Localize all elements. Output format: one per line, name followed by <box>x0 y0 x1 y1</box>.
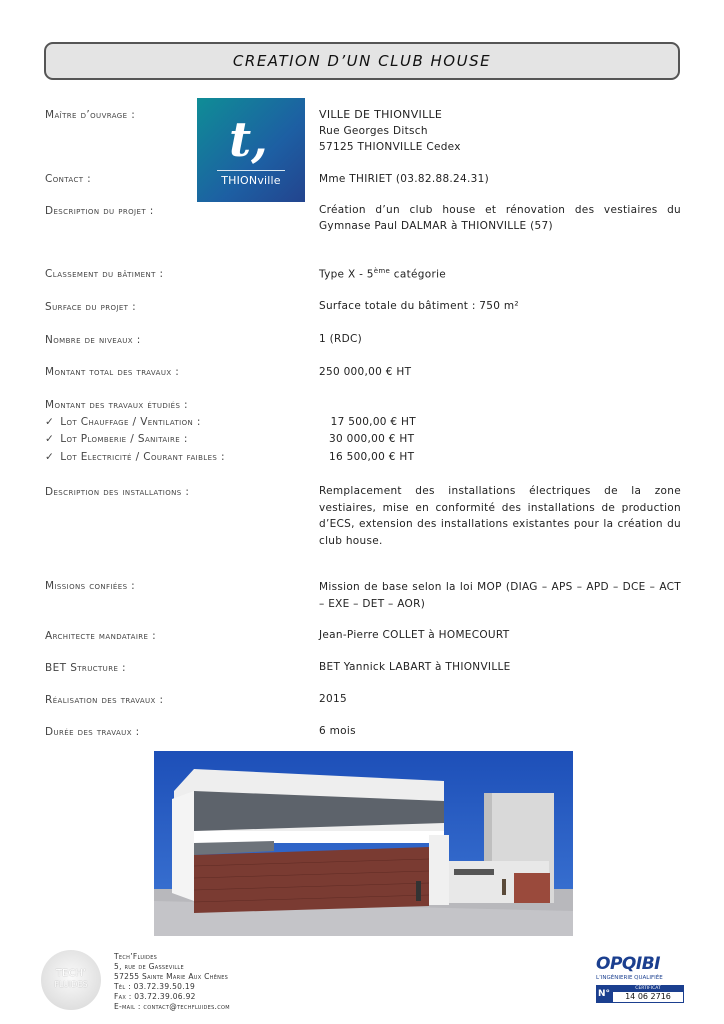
check-icon: ✓ <box>45 451 55 463</box>
install-value: Remplacement des installations électriques de la zone vestiaires, mise en conformité des installations de production d’ECS, extension des installations existantes pour la création du club house. <box>319 485 681 547</box>
missions-value: Mission de base selon la loi MOP (DIAG – APS – APD – DCE – ACT – EXE – DET – AOR) <box>319 581 681 610</box>
missions-label: Missions confiées : <box>45 580 136 592</box>
logo-name: THIONville <box>221 174 281 187</box>
building-rendering-svg <box>154 751 573 936</box>
footer-tel: Tél : 03.72.39.50.19 <box>114 982 196 991</box>
techfluides-logo <box>41 950 101 1010</box>
opqibi-brand: OPQIBI <box>596 954 660 974</box>
footer-address <box>114 952 230 1012</box>
footer-street: 5, rue de Gasseville <box>114 962 184 971</box>
client-street: Rue Georges Ditsch <box>319 125 428 137</box>
lot-chauffage <box>45 416 201 428</box>
footer-fax: Fax : 03.72.39.06.92 <box>114 992 196 1001</box>
opqibi-tagline: L’INGÉNIERIE QUALIFIÉE <box>596 975 663 981</box>
niveaux-label: Nombre de niveaux : <box>45 334 141 346</box>
duree-label: Durée des travaux : <box>45 726 140 738</box>
etudies-label: Montant des travaux étudiés : <box>45 399 188 411</box>
opqibi-cert-label: CERTIFICAT <box>613 986 683 992</box>
opqibi-cert-box <box>612 985 684 1003</box>
client-city: 57125 THIONVILLE Cedex <box>319 141 461 153</box>
lot-electricite-value: 16 500,00 € HT <box>329 451 415 463</box>
footer-email: E-mail : contact@techfluides.com <box>114 1002 230 1011</box>
opqibi-no: N° <box>596 985 612 1003</box>
realisation-value: 2015 <box>319 693 347 705</box>
check-icon: ✓ <box>45 416 55 428</box>
client-name: VILLE DE THIONVILLE <box>319 108 443 121</box>
logo-divider <box>217 170 285 171</box>
classement-sup: ème <box>373 267 391 275</box>
lot-chauffage-value: 17 500,00 € HT <box>327 416 416 428</box>
footer-city: 57255 Sainte Marie Aux Chênes <box>114 972 229 981</box>
contact-value: Mme THIRIET (03.82.88.24.31) <box>319 173 490 185</box>
title-banner <box>44 42 680 80</box>
maitre-label: Maître d’ouvrage : <box>45 109 136 121</box>
techfluides-logo-line2: FLUIDES <box>54 980 88 989</box>
install-label: Description des installations : <box>45 486 190 498</box>
desc-value: Création d’un club house et rénovation des vestiaires du Gymnase Paul DALMAR à THIONVILLE (57) <box>319 204 681 232</box>
page-title: CREATION D’UN CLUB HOUSE <box>232 52 492 70</box>
footer-company: Tech’Fluides <box>114 952 158 961</box>
bet-label: BET Structure : <box>45 662 126 674</box>
montant-label: Montant total des travaux : <box>45 366 180 378</box>
check-icon: ✓ <box>45 433 55 445</box>
techfluides-logo-line1: TECH’ <box>55 968 87 979</box>
logo-letter: t, <box>229 112 268 168</box>
building-rendering <box>154 751 573 936</box>
desc-label: Description du projet : <box>45 205 154 217</box>
contact-label: Contact : <box>45 173 92 185</box>
surface-value: Surface totale du bâtiment : 750 m² <box>319 300 519 312</box>
archi-label: Architecte mandataire : <box>45 630 157 642</box>
archi-value: Jean-Pierre COLLET à HOMECOURT <box>319 629 510 641</box>
lot-chauffage-label: Lot Chauffage / Ventilation : <box>60 416 201 428</box>
lot-plomberie-label: Lot Plomberie / Sanitaire : <box>60 433 188 445</box>
montant-value: 250 000,00 € HT <box>319 366 412 378</box>
lot-plomberie-value: 30 000,00 € HT <box>329 433 415 445</box>
opqibi-number: 14 06 2716 <box>625 992 671 1001</box>
bet-value: BET Yannick LABART à THIONVILLE <box>319 661 511 673</box>
lot-electricite <box>45 451 225 463</box>
classement-label: Classement du bâtiment : <box>45 268 164 280</box>
classement-suffix: catégorie <box>390 268 447 281</box>
duree-value: 6 mois <box>319 725 356 737</box>
thionville-logo <box>197 98 305 202</box>
opqibi-certification <box>596 954 684 1010</box>
classement-value <box>319 267 446 281</box>
opqibi-cert-block <box>596 985 684 1003</box>
lot-electricite-label: Lot Electricité / Courant faibles : <box>60 451 225 463</box>
classement-main: Type X - 5 <box>319 268 374 281</box>
surface-label: Surface du projet : <box>45 301 137 313</box>
niveaux-value: 1 (RDC) <box>319 333 363 345</box>
lot-plomberie <box>45 433 188 445</box>
realisation-label: Réalisation des travaux : <box>45 694 164 706</box>
